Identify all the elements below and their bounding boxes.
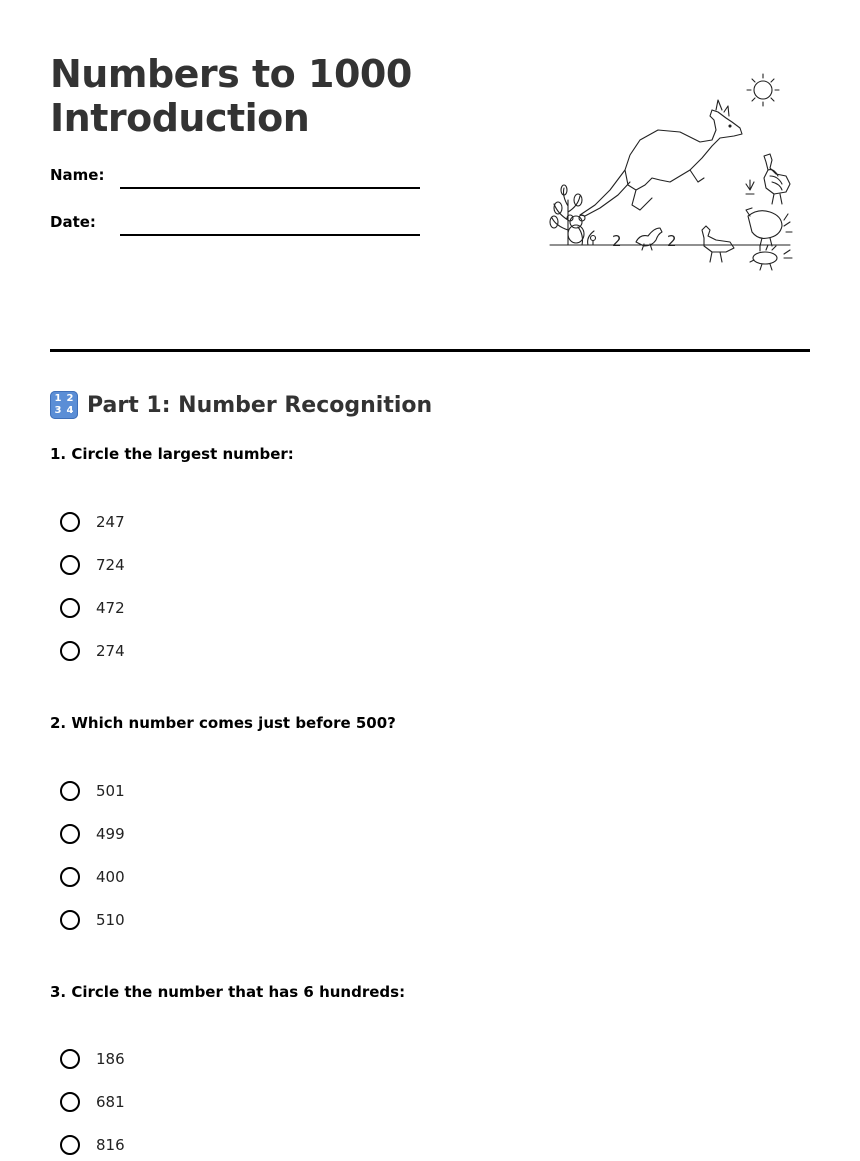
radio-circle-icon[interactable] bbox=[60, 598, 80, 618]
question-2-prompt: 2. Which number comes just before 500? bbox=[50, 714, 396, 732]
question-1-option-1[interactable] bbox=[60, 509, 125, 535]
question-3-prompt: 3. Circle the number that has 6 hundreds: bbox=[50, 983, 406, 1001]
grass-icon bbox=[746, 180, 754, 194]
radio-circle-icon[interactable] bbox=[60, 781, 80, 801]
option-label: 724 bbox=[96, 556, 125, 574]
emu-icon bbox=[764, 154, 790, 204]
echidna-icon bbox=[750, 245, 792, 270]
question-1-prompt: 1. Circle the largest number: bbox=[50, 445, 294, 463]
kangaroo-icon bbox=[580, 100, 742, 216]
radio-circle-icon[interactable] bbox=[60, 867, 80, 887]
australian-animals-illustration bbox=[540, 70, 805, 275]
bird-icon bbox=[636, 228, 662, 250]
question-3-option-1[interactable] bbox=[60, 1046, 125, 1072]
radio-circle-icon[interactable] bbox=[60, 1049, 80, 1069]
illustration-number-2: 2 bbox=[667, 232, 677, 250]
koala-icon bbox=[567, 215, 585, 243]
option-label: 510 bbox=[96, 911, 125, 929]
question-3-option-2[interactable] bbox=[60, 1089, 125, 1115]
question-1-option-3[interactable] bbox=[60, 595, 125, 621]
title-line-2: Introduction bbox=[50, 96, 310, 140]
radio-circle-icon[interactable] bbox=[60, 512, 80, 532]
emu-icon-2 bbox=[746, 208, 792, 246]
question-2-option-4[interactable] bbox=[60, 907, 125, 933]
question-3-option-3[interactable] bbox=[60, 1132, 125, 1158]
section-divider bbox=[50, 349, 810, 352]
option-label: 247 bbox=[96, 513, 125, 531]
option-label: 501 bbox=[96, 782, 125, 800]
option-label: 472 bbox=[96, 599, 125, 617]
radio-circle-icon[interactable] bbox=[60, 555, 80, 575]
radio-circle-icon[interactable] bbox=[60, 1092, 80, 1112]
option-label: 681 bbox=[96, 1093, 125, 1111]
question-2-option-3[interactable] bbox=[60, 864, 125, 890]
name-field[interactable] bbox=[120, 187, 420, 189]
question-2-option-2[interactable] bbox=[60, 821, 125, 847]
question-1-option-4[interactable] bbox=[60, 638, 125, 664]
turkey-icon bbox=[702, 226, 734, 262]
section-title-text: Part 1: Number Recognition bbox=[87, 392, 433, 418]
date-label: Date: bbox=[50, 213, 96, 231]
radio-circle-icon[interactable] bbox=[60, 824, 80, 844]
section-title bbox=[50, 390, 432, 420]
radio-circle-icon[interactable] bbox=[60, 1135, 80, 1155]
option-label: 816 bbox=[96, 1136, 125, 1154]
page-title bbox=[50, 52, 412, 140]
input-numbers-icon: 1 2 3 4 bbox=[50, 391, 78, 419]
illustration-number-1: 2 bbox=[612, 232, 622, 250]
name-label: Name: bbox=[50, 166, 105, 184]
option-label: 400 bbox=[96, 868, 125, 886]
question-1-option-2[interactable] bbox=[60, 552, 125, 578]
option-label: 499 bbox=[96, 825, 125, 843]
flower-icon bbox=[591, 236, 596, 246]
radio-circle-icon[interactable] bbox=[60, 910, 80, 930]
question-2-option-1[interactable] bbox=[60, 778, 125, 804]
radio-circle-icon[interactable] bbox=[60, 641, 80, 661]
sun-icon bbox=[747, 74, 779, 106]
option-label: 274 bbox=[96, 642, 125, 660]
title-line-1: Numbers to 1000 bbox=[50, 52, 412, 96]
date-field[interactable] bbox=[120, 234, 420, 236]
option-label: 186 bbox=[96, 1050, 125, 1068]
